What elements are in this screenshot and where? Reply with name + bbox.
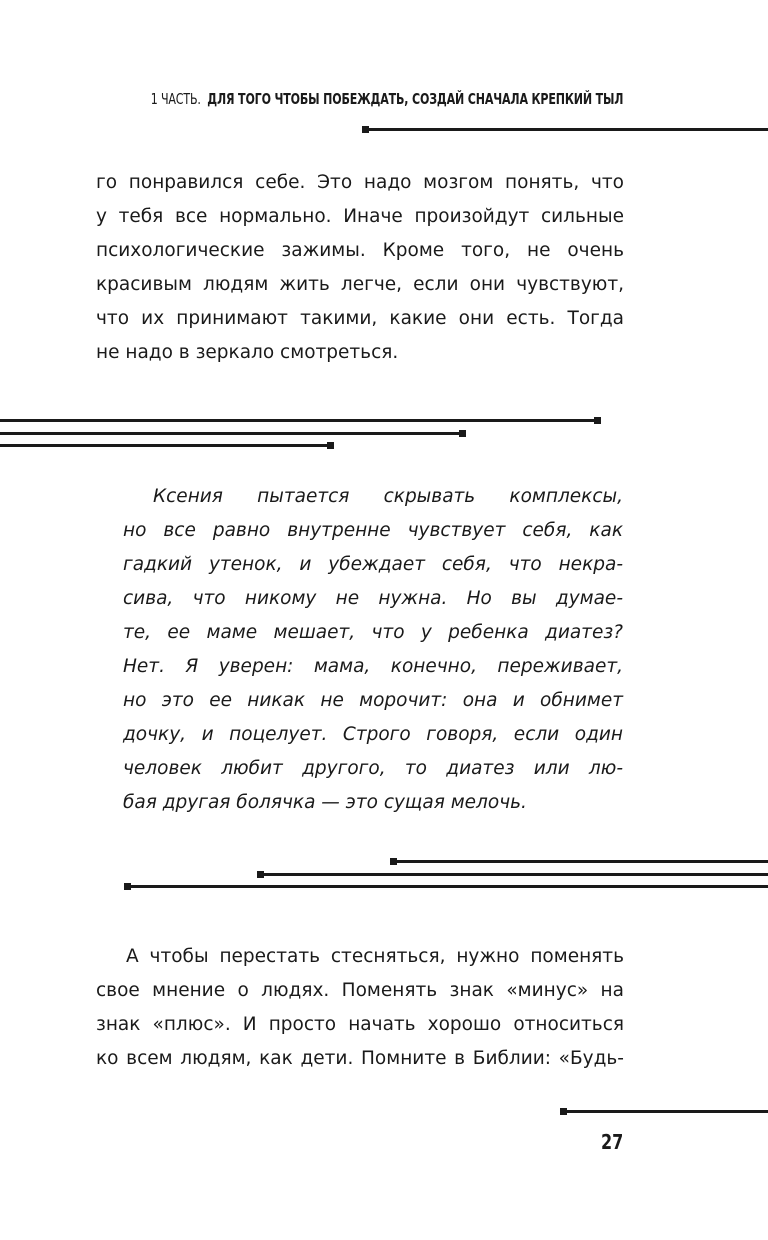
- paragraph-2: [96, 940, 624, 1076]
- divider-line: [390, 860, 768, 863]
- quote-line: гадкий утенок, и убеждает себя, что некра-: [123, 554, 623, 575]
- text-line: красивым людям жить легче, если они чувствуют,: [96, 274, 624, 295]
- text-line: не надо в зеркало смотреться.: [96, 342, 399, 363]
- text-line: го понравился себе. Это надо мозгом понять, что: [96, 172, 624, 193]
- divider-line: [0, 419, 600, 422]
- quote-line: человек любит другого, то диатез или лю-: [123, 758, 623, 779]
- footer-rule: [560, 1110, 768, 1113]
- divider-line: [0, 432, 465, 435]
- text-line: психологические зажимы. Кроме того, не очень: [96, 240, 624, 261]
- divider-line: [124, 885, 768, 888]
- header-rule: [362, 128, 768, 131]
- quote-block: [123, 480, 623, 820]
- text-line: у тебя все нормально. Иначе произойдут сильные: [96, 206, 624, 227]
- page-number: 27: [601, 1130, 624, 1154]
- text-line: свое мнение о людях. Поменять знак «минус» на: [96, 980, 624, 1001]
- text-line: знак «плюс». И просто начать хорошо относиться: [96, 1014, 624, 1035]
- text-line: А чтобы перестать стесняться, нужно поменять: [126, 946, 624, 967]
- quote-line: Нет. Я уверен: мама, конечно, переживает,: [123, 656, 623, 677]
- quote-line: сива, что никому не нужна. Но вы думае-: [123, 588, 623, 609]
- paragraph-1: [96, 166, 624, 370]
- quote-line: те, ее маме мешает, что у ребенка диатез?: [123, 622, 623, 643]
- text-line: ко всем людям, как дети. Помните в Библии: «Будь-: [96, 1048, 624, 1069]
- text-line: что их принимают такими, какие они есть. Тогда: [96, 308, 624, 329]
- divider-marker: [327, 442, 334, 449]
- quote-line: дочку, и поцелует. Строго говоря, если один: [123, 724, 623, 745]
- divider-marker: [594, 417, 601, 424]
- header-part: 1 ЧАСТЬ.: [150, 90, 201, 108]
- quote-line: но это ее никак не морочит: она и обнимет: [123, 690, 623, 711]
- quote-line: Ксения пытается скрывать комплексы,: [153, 486, 623, 507]
- header-title: ДЛЯ ТОГО ЧТОБЫ ПОБЕЖДАТЬ, СОЗДАЙ СНАЧАЛА КРЕПКИЙ ТЫЛ: [206, 90, 623, 108]
- running-header: [150, 90, 623, 108]
- quote-line: но все равно внутренне чувствует себя, как: [123, 520, 623, 541]
- divider-line: [0, 444, 333, 447]
- quote-line: бая другая болячка — это сущая мелочь.: [123, 792, 527, 813]
- divider-line: [257, 873, 768, 876]
- divider-marker: [459, 430, 466, 437]
